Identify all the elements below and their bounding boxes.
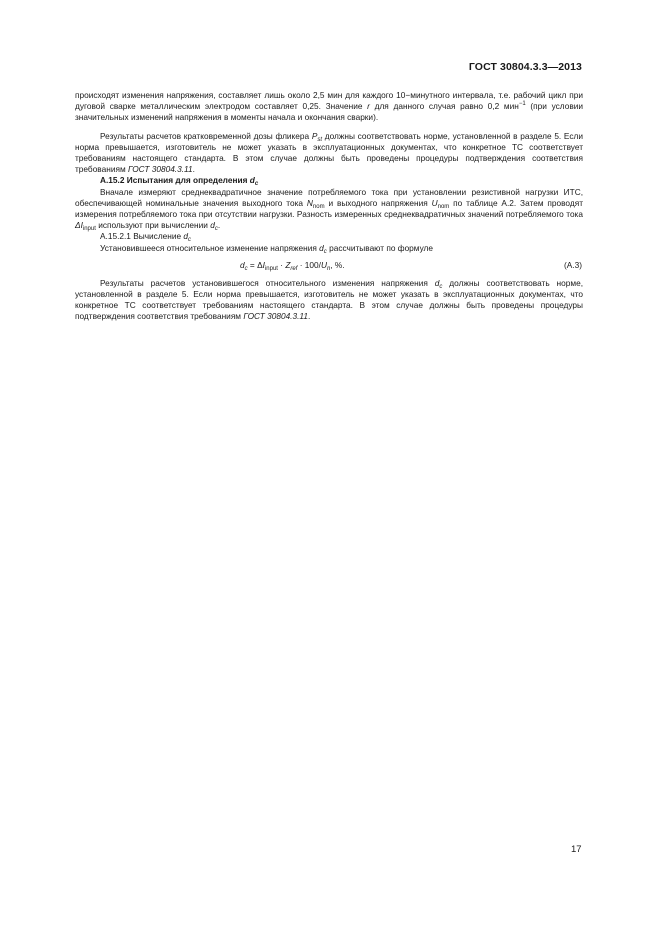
superscript: −1 [518, 101, 526, 108]
text-run: = Δ [247, 259, 263, 270]
paragraph-continuation [75, 90, 583, 124]
subscript: nom [312, 203, 325, 210]
symbol-i: I [262, 259, 265, 270]
subsection-heading [75, 231, 583, 242]
text-run: Результаты расчетов кратковременной дозы фликера [100, 130, 312, 141]
text-run: должны соответствовать норме, установленной в разделе 5. Если норма превышается, изготовитель не может указать в эксплуатационных документах, что конкретное ТС соответствует требованиям настоящего стандарта. В этом случае должны быть проведены процедуры подтверждения соответствия требованиям [75, 277, 583, 322]
paragraph-formula-intro [75, 243, 583, 254]
symbol-d: d [249, 175, 255, 186]
symbol-delta-i: ΔI [75, 220, 83, 231]
heading-text: А.15.2 Испытания для определения [100, 175, 250, 186]
paragraph-flicker-results [75, 131, 583, 176]
subscript: input [264, 265, 278, 272]
subscript: st [317, 136, 323, 143]
symbol-u: U [431, 197, 438, 208]
text-run: · [277, 259, 286, 270]
body-text [75, 90, 583, 323]
text-run: А.15.2.1 Вычисление [100, 231, 184, 242]
subscript: c [439, 283, 443, 290]
page-header-doc-id: ГОСТ 30804.3.3—2013 [468, 61, 582, 73]
text-run: . [192, 164, 195, 175]
paragraph-voltage-results [75, 278, 583, 323]
symbol-z: Z [285, 259, 291, 270]
text-run: и выходного напряжения [324, 197, 432, 208]
symbol-u: U [320, 259, 327, 270]
subscript: ref [290, 265, 298, 272]
symbol-d: d [183, 231, 189, 242]
symbol-r: r [367, 101, 370, 112]
text-run: , %. [330, 259, 345, 270]
text-run: должны соответствовать норме, установленной в разделе 5. Если норма превышается, изготовитель не может указать в эксплуатационных документах, что конкретное ТС соответствует требованиям настоящего стандарта. В этом случае должны быть проведены процедуры подтверждения соответствия требованиям [75, 130, 583, 175]
symbol-d: d [240, 259, 245, 270]
text-run: для данного случая равно 0,2 мин [369, 101, 519, 112]
text-run: Установившееся относительное изменение напряжения [100, 242, 320, 253]
symbol-n: N [306, 197, 313, 208]
section-heading [75, 175, 583, 186]
subscript: c [244, 265, 248, 272]
text-run: . [308, 311, 311, 322]
subscript: input [82, 226, 96, 233]
subscript: c [188, 237, 192, 244]
symbol-d: d [210, 220, 215, 231]
formula-a3 [75, 258, 583, 276]
text-run: . [217, 220, 221, 231]
text-run: по таблице А.2. Затем проводят измерения потребляемого тока при отсутствии нагрузки. Разность измеренных среднеквадратичных значений потребляемого тока [75, 197, 583, 220]
text-run: · 100/ [297, 259, 321, 270]
standard-reference: ГОСТ 30804.3.11 [127, 164, 193, 175]
subscript: c [254, 181, 259, 188]
text-run: используют при вычислении [95, 220, 211, 231]
standard-reference: ГОСТ 30804.3.11 [243, 311, 309, 322]
subscript: nom [437, 203, 450, 210]
text-run: (при условии значительных изменений напряжения в моменты начала и окончания сварки). [75, 101, 583, 123]
text-run: происходят изменения напряжения, составляет лишь около 2,5 мин для каждого 10−минутного интервала, т.е. рабочий цикл при дуговой сварке металлическим электродом составляет 0,25. Значение [75, 90, 583, 112]
formula-expression [240, 260, 345, 271]
paragraph-measurement [75, 187, 583, 232]
symbol-p: P [311, 130, 318, 141]
subscript: c [323, 248, 327, 255]
formula-number: (А.3) [564, 259, 582, 270]
subscript: n [326, 265, 331, 272]
text-run: Результаты расчетов установившегося относительного изменения напряжения [100, 277, 435, 288]
symbol-d: d [434, 277, 440, 288]
text-run: Вначале измеряют среднеквадратичное значение потребляемого тока при установлении резистивной нагрузки ИТС, обеспечивающей номинальные значения выходного тока [75, 186, 583, 208]
page-number: 17 [571, 844, 582, 855]
subscript: c [214, 226, 218, 233]
symbol-d: d [319, 242, 324, 253]
text-run: рассчитывают по формуле [326, 242, 434, 253]
